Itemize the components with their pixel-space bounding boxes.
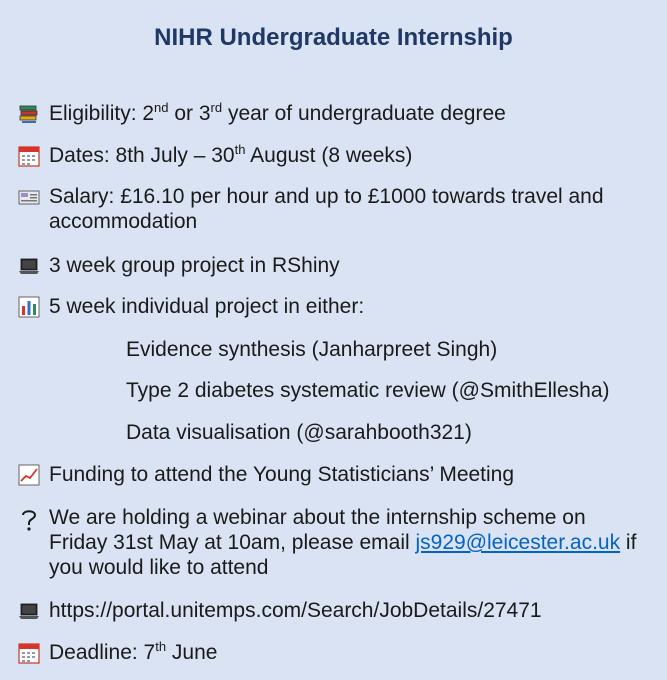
project-option: Type 2 diabetes systematic review (@SmithEllesha): [126, 379, 610, 402]
laptop-icon: [18, 600, 40, 622]
group-project-item: [18, 253, 653, 278]
dates-text: Dates: 8th July – 30th August (8 weeks): [49, 142, 413, 167]
salary-text: Salary: £16.10 per hour and up to £1000 towards travel and accommodation: [49, 185, 604, 233]
dates-item: [18, 143, 653, 168]
deadline-item: [18, 640, 653, 665]
calendar-icon: [18, 642, 40, 664]
group-project-text: 3 week group project in RShiny: [49, 254, 340, 277]
trend-chart-icon: [18, 464, 40, 486]
project-option: Evidence synthesis (Janharpreet Singh): [126, 338, 498, 361]
question-icon: [18, 507, 40, 529]
books-icon: [18, 103, 40, 125]
funding-text: Funding to attend the Young Statisticians’ Meeting: [49, 463, 515, 486]
deadline-text: Deadline: 7th June: [49, 639, 218, 664]
individual-project-item: [18, 294, 653, 319]
email-link[interactable]: js929@leicester.ac.uk: [415, 531, 621, 554]
portal-url[interactable]: https://portal.unitemps.com/Search/JobDetails/27471: [49, 599, 542, 622]
eligibility-item: [18, 101, 653, 126]
bar-chart-icon: [18, 296, 40, 318]
calendar-icon: [18, 145, 40, 167]
portal-item: [18, 598, 653, 623]
laptop-icon: [18, 255, 40, 277]
eligibility-text: Eligibility: 2nd or 3rd year of undergraduate degree: [49, 100, 506, 125]
card-icon: [18, 186, 40, 208]
individual-project-text: 5 week individual project in either:: [49, 295, 365, 318]
webinar-item: [18, 505, 643, 580]
page-title: NIHR Undergraduate Internship: [154, 24, 513, 51]
webinar-text: We are holding a webinar about the internship scheme on Friday 31st May at 10am, please email js929@leicester.ac.uk if you would like to attend: [49, 506, 637, 579]
project-option: Data visualisation (@sarahbooth321): [126, 421, 472, 444]
funding-item: [18, 462, 653, 487]
salary-item: [18, 184, 650, 234]
